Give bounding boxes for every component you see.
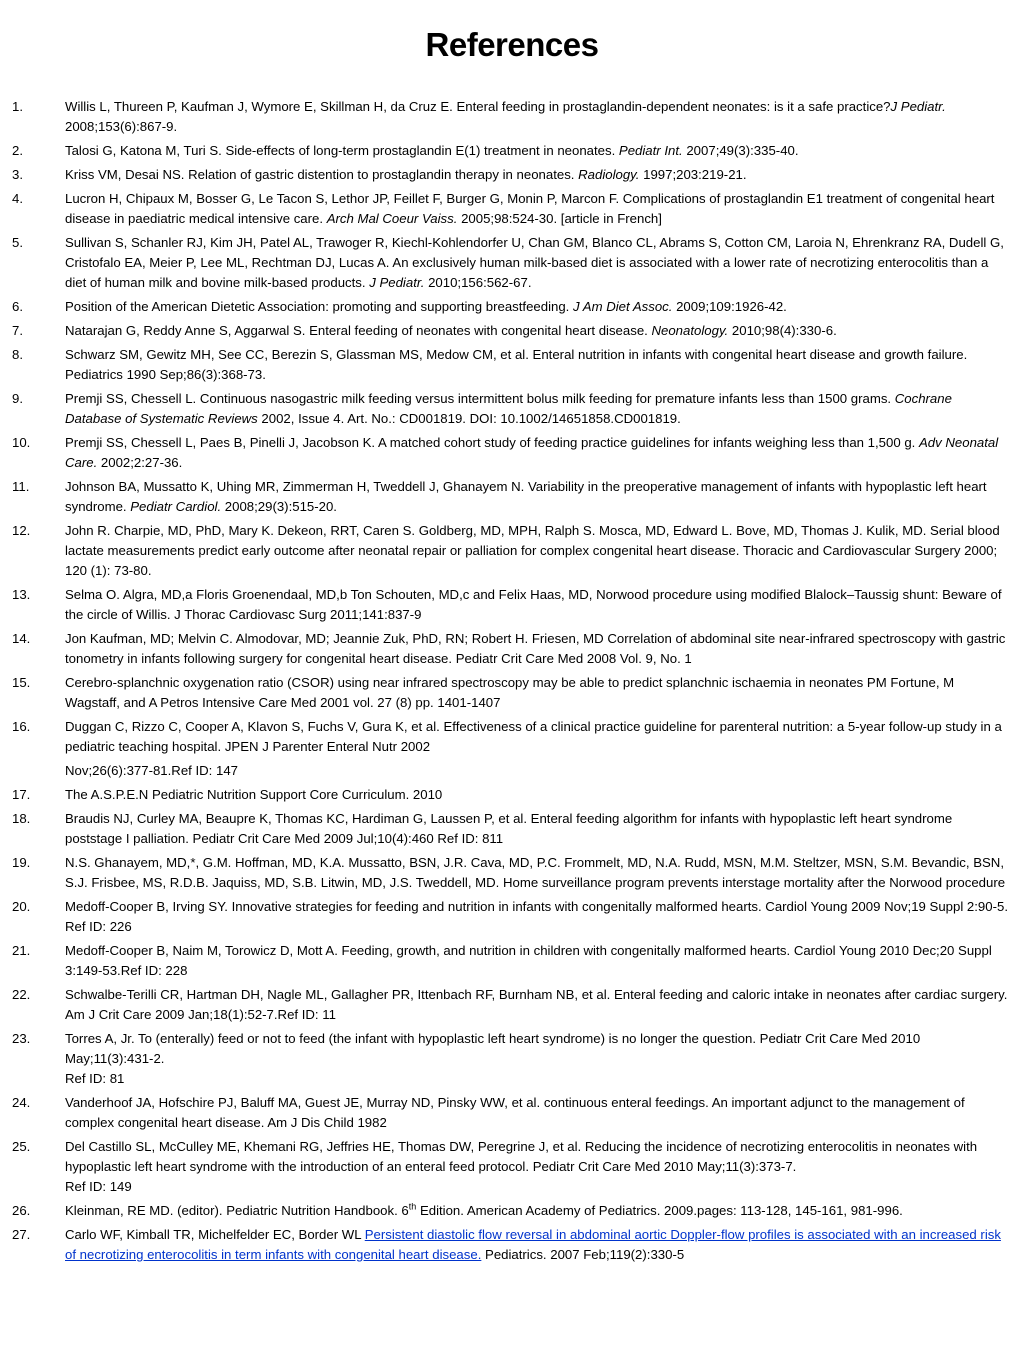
reference-text bbox=[65, 585, 1012, 625]
reference-authors-title: Sullivan S, Schanler RJ, Kim JH, Patel AL, Trawoger R, Kiechl-Kohlendorfer U, Chan GM, Blanco CL, Abrams S, Cotton CM, Laroia N, Ehrenkranz RA, Dudell G, Cristofalo EA, Meier P, Lee ML, Rechtman DJ, Lucas A. An exclusively human milk-based diet is associated with a lower rate of necrotizing enterocolitis than a diet of human milk and bovine milk-based products. bbox=[65, 235, 1004, 290]
reference-text bbox=[65, 673, 1012, 713]
reference-number: 27. bbox=[12, 1227, 31, 1242]
reference-authors-title: Del Castillo SL, McCulley ME, Khemani RG, Jeffries HE, Thomas DW, Peregrine J, et al. Reducing the incidence of necrotizing enterocolitis in neonates with hypoplastic left heart syndrome with the introduction of an enteral feed protocol. Pediatr Crit Care Med 2010 May;11(3):373-7. bbox=[65, 1139, 978, 1174]
reference-authors-title: Medoff-Cooper B, Naim M, Torowicz D, Mott A. Feeding, growth, and nutrition in children with congenitally malformed hearts. Cardiol Young 2010 Dec;20 Suppl 3:149-53.Ref ID: 228 bbox=[65, 943, 992, 978]
reference-item bbox=[0, 717, 1024, 781]
reference-text bbox=[65, 785, 1012, 805]
reference-item bbox=[0, 585, 1024, 625]
reference-journal: Neonatology. bbox=[651, 323, 729, 338]
reference-authors-title: Duggan C, Rizzo C, Cooper A, Klavon S, Fuchs V, Gura K, et al. Effectiveness of a clinical practice guideline for parenteral nutrition: a 5-year follow-up study in a pediatric teaching hospital. JPEN J Parenter Enteral Nutr 2002 bbox=[65, 719, 1002, 754]
reference-item bbox=[0, 477, 1024, 517]
reference-text bbox=[65, 233, 1012, 293]
reference-authors-title: N.S. Ghanayem, MD,*, G.M. Hoffman, MD, K.A. Mussatto, BSN, J.R. Cava, MD, P.C. Frommelt, MD, N.A. Rudd, MSN, M.M. Steltzer, MSN, S.M. Bevandic, BSN, S.J. Frisbee, MS, R.D.B. Jaquiss, MD, S.B. Litwin, MD, J.S. Tweddell, MD. Home surveillance program prevents interstage mortality after the Norwood procedure bbox=[65, 855, 1006, 890]
reference-authors-title: Carlo WF, Kimball TR, Michelfelder EC, Border WL bbox=[65, 1227, 365, 1242]
reference-authors-title: Medoff-Cooper B, Irving SY. Innovative strategies for feeding and nutrition in infants with congenitally malformed hearts. Cardiol Young 2009 Nov;19 Suppl 2:90-5. Ref ID: 226 bbox=[65, 899, 1008, 934]
reference-continuation: Nov;26(6):377-81.Ref ID: 147 bbox=[65, 763, 238, 778]
reference-citation: 2008;29(3):515-20. bbox=[221, 499, 337, 514]
reference-journal: J Am Diet Assoc. bbox=[573, 299, 673, 314]
reference-number: 9. bbox=[12, 391, 23, 406]
reference-text bbox=[65, 853, 1012, 893]
reference-citation: 2005;98:524-30. [article in French] bbox=[457, 211, 662, 226]
reference-number: 6. bbox=[12, 299, 23, 314]
reference-authors-title: Torres A, Jr. To (enterally) feed or not to feed (the infant with hypoplastic left heart syndrome) is no longer the question. Pediatr Crit Care Med 2010 May;11(3):431-2. bbox=[65, 1031, 921, 1066]
reference-text bbox=[65, 297, 1012, 317]
reference-number: 18. bbox=[12, 811, 31, 826]
reference-item bbox=[0, 521, 1024, 581]
reference-item bbox=[0, 809, 1024, 849]
reference-item bbox=[0, 897, 1024, 937]
reference-authors-title: John R. Charpie, MD, PhD, Mary K. Dekeon, RRT, Caren S. Goldberg, MD, MPH, Ralph S. Mosca, MD, Edward L. Bove, MD, Thomas J. Kulik, MD. Serial blood lactate measurements predict early outcome after neonatal repair or palliation for complex congenital heart disease. Thoracic and Cardiovascular Surgery 2000; 120 (1): 73-80. bbox=[65, 523, 1000, 578]
reference-number: 4. bbox=[12, 191, 23, 206]
reference-text bbox=[65, 1093, 1012, 1133]
reference-text bbox=[65, 1201, 1012, 1221]
reference-item bbox=[0, 141, 1024, 161]
reference-journal: Pediatr Cardiol. bbox=[130, 499, 222, 514]
reference-authors-title: Braudis NJ, Curley MA, Beaupre K, Thomas KC, Hardiman G, Laussen P, et al. Enteral feeding algorithm for infants with hypoplastic left heart syndrome poststage I palliation. Pediatr Crit Care Med 2009 Jul;10(4):460 Ref ID: 811 bbox=[65, 811, 953, 846]
reference-number: 19. bbox=[12, 855, 31, 870]
reference-item bbox=[0, 785, 1024, 805]
reference-authors-title: Premji SS, Chessell L. Continuous nasogastric milk feeding versus intermittent bolus milk feeding for premature infants less than 1500 grams. bbox=[65, 391, 895, 406]
page-title: References bbox=[425, 26, 599, 63]
reference-citation: 2008;153(6):867-9. bbox=[65, 119, 178, 134]
reference-item bbox=[0, 1225, 1024, 1265]
reference-number: 1. bbox=[12, 99, 23, 114]
reference-text bbox=[65, 521, 1012, 581]
reference-number: 20. bbox=[12, 899, 31, 914]
reference-journal: J Pediatr. bbox=[369, 275, 425, 290]
reference-journal: Radiology. bbox=[578, 167, 640, 182]
reference-authors-title: Selma O. Algra, MD,a Floris Groenendaal, MD,b Ton Schouten, MD,c and Felix Haas, MD, Norwood procedure using modified Blalock–Taussig shunt: Beware of the circle of Willis. J Thorac Cardiovasc Surg 2011;141:837-9 bbox=[65, 587, 1002, 622]
reference-text bbox=[65, 629, 1012, 669]
reference-item bbox=[0, 389, 1024, 429]
reference-authors-title: Premji SS, Chessell L, Paes B, Pinelli J, Jacobson K. A matched cohort study of feeding practice guidelines for infants weighing less than 1,500 g. bbox=[65, 435, 919, 450]
reference-number: 10. bbox=[12, 435, 31, 450]
reference-journal: Pediatr Int. bbox=[618, 143, 683, 158]
reference-item bbox=[0, 1201, 1024, 1221]
reference-ref-id: Ref ID: 81 bbox=[65, 1071, 125, 1086]
reference-authors-title: Jon Kaufman, MD; Melvin C. Almodovar, MD; Jeannie Zuk, PhD, RN; Robert H. Friesen, MD Correlation of abdominal site near-infrared spectroscopy with gastric tonometry in infants following surgery for congenital heart disease. Pediatr Crit Care Med 2008 Vol. 9, No. 1 bbox=[65, 631, 1006, 666]
reference-item bbox=[0, 345, 1024, 385]
reference-list bbox=[0, 97, 1024, 1269]
reference-authors-title: Cerebro-splanchnic oxygenation ratio (CSOR) using near infrared spectroscopy may be able to predict splanchnic ischaemia in neonates PM Fortune, M Wagstaff, and A Petros Intensive Care Med 2001 vol. 27 (8) pp. 1401-1407 bbox=[65, 675, 955, 710]
reference-item bbox=[0, 941, 1024, 981]
reference-authors-title: Johnson BA, Mussatto K, Uhing MR, Zimmerman H, Tweddell J, Ghanayem N. Variability in the preoperative management of infants with hypoplastic left heart syndrome. bbox=[65, 479, 987, 514]
reference-text bbox=[65, 809, 1012, 849]
reference-authors-title: Willis L, Thureen P, Kaufman J, Wymore E, Skillman H, da Cruz E. Enteral feeding in prostaglandin-dependent neonates: is it a safe practice? bbox=[65, 99, 891, 114]
reference-text bbox=[65, 141, 1012, 161]
reference-authors-title: Talosi G, Katona M, Turi S. Side-effects of long-term prostaglandin E(1) treatment in neonates. bbox=[65, 143, 619, 158]
reference-citation: 2002, Issue 4. Art. No.: CD001819. DOI: 10.1002/14651858.CD001819. bbox=[257, 411, 681, 426]
reference-text bbox=[65, 321, 1012, 341]
reference-number: 13. bbox=[12, 587, 31, 602]
reference-item bbox=[0, 297, 1024, 317]
reference-authors-title: Schwarz SM, Gewitz MH, See CC, Berezin S, Glassman MS, Medow CM, et al. Enteral nutrition in infants with congenital heart disease and growth failure. Pediatrics 1990 Sep;86(3):368-73. bbox=[65, 347, 968, 382]
reference-item bbox=[0, 189, 1024, 229]
reference-number: 7. bbox=[12, 323, 23, 338]
reference-number: 23. bbox=[12, 1031, 31, 1046]
reference-number: 14. bbox=[12, 631, 31, 646]
reference-number: 5. bbox=[12, 235, 23, 250]
reference-authors-title: Natarajan G, Reddy Anne S, Aggarwal S. Enteral feeding of neonates with congenital heart disease. bbox=[65, 323, 652, 338]
reference-superscript: th bbox=[408, 1201, 417, 1212]
reference-item bbox=[0, 629, 1024, 669]
reference-text bbox=[65, 389, 1012, 429]
reference-text bbox=[65, 717, 1012, 757]
reference-citation: 1997;203:219-21. bbox=[639, 167, 747, 182]
reference-number: 3. bbox=[12, 167, 23, 182]
reference-item bbox=[0, 433, 1024, 473]
reference-text bbox=[65, 433, 1012, 473]
reference-authors-title: Kriss VM, Desai NS. Relation of gastric distention to prostaglandin therapy in neonates. bbox=[65, 167, 579, 182]
reference-item bbox=[0, 853, 1024, 893]
reference-number: 12. bbox=[12, 523, 31, 538]
reference-citation: 2002;2:27-36. bbox=[97, 455, 183, 470]
reference-item bbox=[0, 673, 1024, 713]
reference-number: 22. bbox=[12, 987, 31, 1002]
reference-item bbox=[0, 165, 1024, 185]
reference-citation: 2010;98(4):330-6. bbox=[728, 323, 837, 338]
reference-number: 8. bbox=[12, 347, 23, 362]
reference-number: 24. bbox=[12, 1095, 31, 1110]
reference-item bbox=[0, 1093, 1024, 1133]
reference-authors-title: Position of the American Dietetic Association: promoting and supporting breastfeeding. bbox=[65, 299, 574, 314]
reference-journal: Cochrane Database of Systematic Reviews bbox=[65, 391, 952, 426]
reference-text bbox=[65, 897, 1012, 937]
reference-text bbox=[65, 345, 1012, 385]
reference-item bbox=[0, 97, 1024, 137]
reference-item bbox=[0, 1137, 1024, 1197]
reference-authors-title: Schwalbe-Terilli CR, Hartman DH, Nagle ML, Gallagher PR, Ittenbach RF, Burnham NB, et al. Enteral feeding and caloric intake in neonates after cardiac surgery. Am J Crit Care 2009 Jan;18(1):52-7.Ref ID: 11 bbox=[65, 987, 1008, 1022]
reference-citation: 2010;156:562-67. bbox=[424, 275, 532, 290]
reference-citation: 2009;109:1926-42. bbox=[672, 299, 787, 314]
reference-number: 16. bbox=[12, 719, 31, 734]
reference-link[interactable]: Persistent diastolic flow reversal in abdominal aortic Doppler-flow profiles is associated with an increased risk of necrotizing enterocolitis in term infants with congenital heart disease. bbox=[65, 1227, 1001, 1262]
reference-text bbox=[65, 189, 1012, 229]
reference-text bbox=[65, 1137, 1012, 1177]
reference-number: 11. bbox=[12, 479, 30, 494]
reference-authors-title: Vanderhoof JA, Hofschire PJ, Baluff MA, Guest JE, Murray ND, Pinsky WW, et al. continuous enteral feedings. An important adjunct to the management of complex congenital heart disease. Am J Dis Child 1982 bbox=[65, 1095, 965, 1130]
reference-text bbox=[65, 165, 1012, 185]
reference-citation: Pediatrics. 2007 Feb;119(2):330-5 bbox=[481, 1247, 685, 1262]
reference-text bbox=[65, 985, 1012, 1025]
reference-number: 21. bbox=[12, 943, 31, 958]
reference-number: 17. bbox=[12, 787, 31, 802]
reference-number: 15. bbox=[12, 675, 31, 690]
reference-authors-title: Kleinman, RE MD. (editor). Pediatric Nutrition Handbook. 6 bbox=[65, 1203, 409, 1218]
reference-number: 26. bbox=[12, 1203, 31, 1218]
reference-text bbox=[65, 941, 1012, 981]
reference-item bbox=[0, 985, 1024, 1025]
reference-text bbox=[65, 1225, 1012, 1265]
reference-text bbox=[65, 477, 1012, 517]
reference-item bbox=[0, 233, 1024, 293]
reference-authors-title: The A.S.P.E.N Pediatric Nutrition Support Core Curriculum. 2010 bbox=[65, 787, 443, 802]
reference-number: 25. bbox=[12, 1139, 31, 1154]
reference-ref-id: Ref ID: 149 bbox=[65, 1179, 132, 1194]
reference-journal: Adv Neonatal Care. bbox=[65, 435, 999, 470]
reference-citation: Edition. American Academy of Pediatrics. 2009.pages: 113-128, 145-161, 981-996. bbox=[416, 1203, 903, 1218]
reference-item bbox=[0, 1029, 1024, 1089]
reference-citation: 2007;49(3):335-40. bbox=[682, 143, 799, 158]
reference-text bbox=[65, 97, 1012, 137]
reference-number: 2. bbox=[12, 143, 23, 158]
reference-journal: J Pediatr. bbox=[890, 99, 946, 114]
reference-text bbox=[65, 1029, 1012, 1069]
reference-journal: Arch Mal Coeur Vaiss. bbox=[326, 211, 458, 226]
reference-item bbox=[0, 321, 1024, 341]
reference-authors-title: Lucron H, Chipaux M, Bosser G, Le Tacon S, Lethor JP, Feillet F, Burger G, Monin P, Marcon F. Complications of prostaglandin E1 treatment of congenital heart disease in paediatric medical intensive care. bbox=[65, 191, 995, 226]
